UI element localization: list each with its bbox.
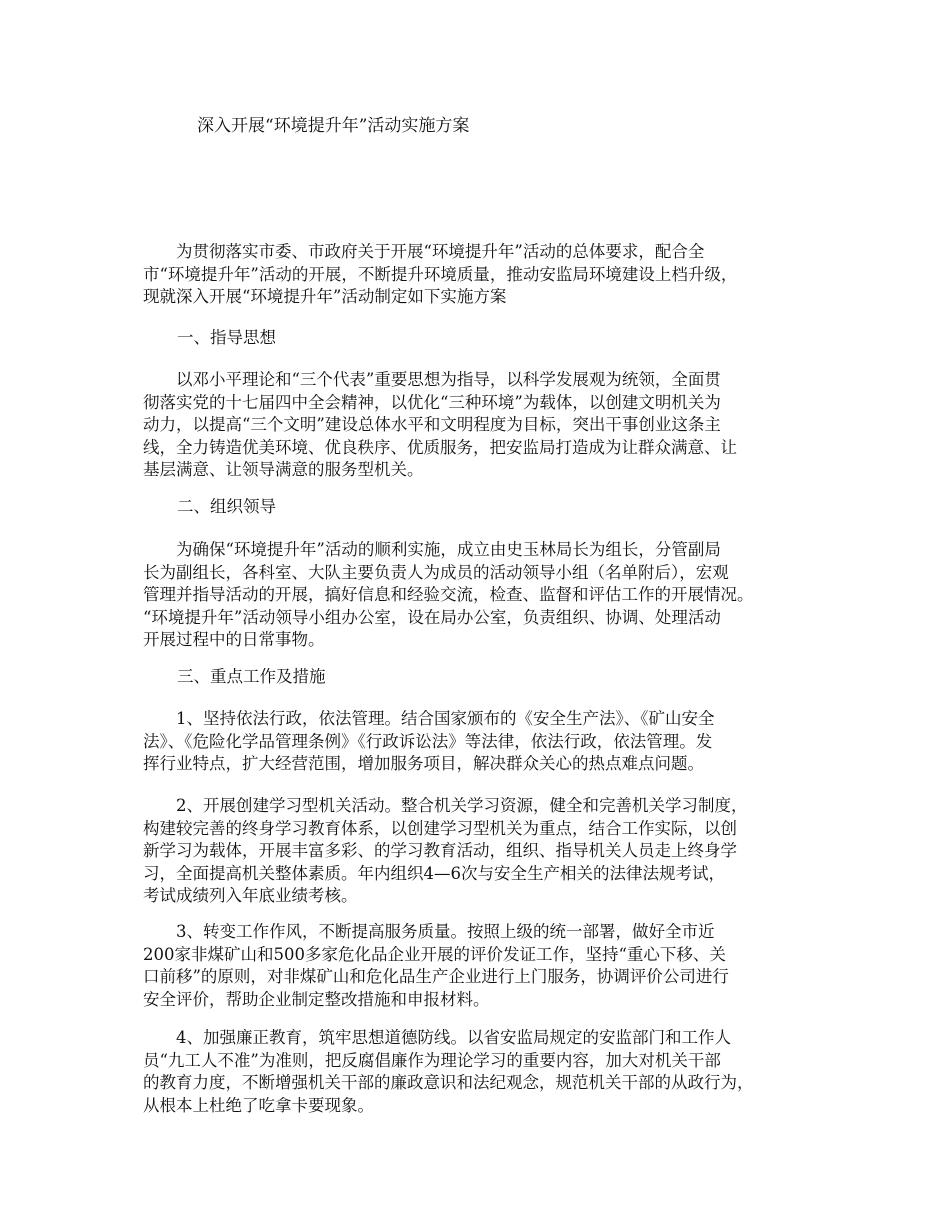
text-line: 挥行业特点，扩大经营范围，增加服务项目，解决群众关心的热点难点问题。 bbox=[143, 754, 704, 773]
text-line: 员“九工人不准”为准则，把反腐倡廉作为理论学习的重要内容，加大对机关干部 bbox=[143, 1050, 721, 1070]
text-line: 2、开展创建学习型机关活动。整合机关学习资源，健全和完善机关学习制度， bbox=[143, 796, 748, 815]
text-line: 从根本上杜绝了吃拿卡要现象。 bbox=[143, 1095, 374, 1115]
text-line: 口前移”的原则，对非煤矿山和危化品生产企业进行上门服务，协调评价公司进行 bbox=[143, 967, 729, 986]
text-line: 动力，以提高“三个文明”建设总体水平和文明程度为目标，突出干事创业这条主 bbox=[143, 415, 721, 434]
text-line: 习，全面提高机关整体素质。年内组织4—6次与安全生产相关的法律法规考试， bbox=[143, 863, 725, 883]
text-line: 线，全力铸造优美环境、优良秩序、优质服务，把安监局打造成为让群众满意、让 bbox=[143, 437, 737, 457]
document-title: 深入开展“环境提升年”活动实施方案 bbox=[197, 116, 470, 136]
text-line: 管理并指导活动的开展，搞好信息和经验交流，检查、监督和评估工作的开展情况。 bbox=[143, 585, 754, 604]
key-work-item-1 bbox=[143, 708, 815, 776]
text-line: 基层满意、让领导满意的服务型机关。 bbox=[143, 460, 424, 479]
text-line: 4、加强廉正教育，筑牢思想道德防线。以省安监局规定的安监部门和工作人 bbox=[143, 1028, 731, 1047]
section-heading-guiding-ideology: 一、指导思想 bbox=[177, 328, 276, 347]
intro-paragraph bbox=[143, 241, 815, 309]
text-line: 长为副组长，各科室、大队主要负责人为成员的活动领导小组（名单附后），宏观 bbox=[143, 562, 729, 582]
text-line: “环境提升年”活动领导小组办公室，设在局办公室，负责组织、协调、处理活动 bbox=[143, 607, 721, 627]
text-line: 1、坚持依法行政，依法管理。结合国家颁布的《安全生产法》、《矿山安全 bbox=[143, 709, 715, 728]
key-work-item-4 bbox=[143, 1027, 815, 1117]
text-line: 构建较完善的终身学习教育体系，以创建学习型机关为重点，结合工作实际，以创 bbox=[143, 818, 737, 838]
text-line: 考试成绩列入年底业绩考核。 bbox=[143, 886, 358, 905]
text-line: 3、转变工作作风，不断提高服务质量。按照上级的统一部署，做好全市近 bbox=[143, 922, 715, 941]
text-line: 彻落实党的十七届四中全会精神，以优化“三种环境”为载体，以创建文明机关为 bbox=[143, 392, 721, 412]
text-line: 200家非煤矿山和500多家危化品企业开展的评价发证工作，坚持“重心下移、关 bbox=[143, 944, 726, 964]
key-work-item-2 bbox=[143, 795, 815, 908]
text-line: 为贯彻落实市委、市政府关于开展“环境提升年”活动的总体要求，配合全 bbox=[143, 242, 705, 261]
section-heading-key-work: 三、重点工作及措施 bbox=[177, 667, 326, 686]
text-line: 法》、《危险化学品管理条例》《行政诉讼法》等法律，依法行政，依法管理。发 bbox=[143, 731, 713, 751]
text-line: 为确保“环境提升年”活动的顺利实施，成立由史玉林局长为组长，分管副局 bbox=[143, 540, 721, 559]
text-line: 的教育力度，不断增强机关干部的廉政意识和法纪观念，规范机关干部的从政行为， bbox=[143, 1073, 754, 1092]
text-line: 市“环境提升年”活动的开展，不断提升环境质量，推动安监局环境建设上档升级， bbox=[143, 264, 738, 284]
section-heading-organization: 二、组织领导 bbox=[177, 497, 276, 516]
guiding-ideology-paragraph bbox=[143, 369, 815, 482]
text-line: 新学习为载体，开展丰富多彩、的学习教育活动，组织、指导机关人员走上终身学 bbox=[143, 841, 737, 860]
text-line: 开展过程中的日常事物。 bbox=[143, 630, 325, 649]
organization-paragraph bbox=[143, 539, 815, 652]
text-line: 现就深入开展“环境提升年”活动制定如下实施方案 bbox=[143, 287, 507, 306]
key-work-item-3 bbox=[143, 921, 815, 1011]
text-line: 以邓小平理论和“三个代表”重要思想为指导，以科学发展观为统领，全面贯 bbox=[143, 370, 721, 389]
text-line: 安全评价，帮助企业制定整改措施和申报材料。 bbox=[143, 989, 490, 1009]
